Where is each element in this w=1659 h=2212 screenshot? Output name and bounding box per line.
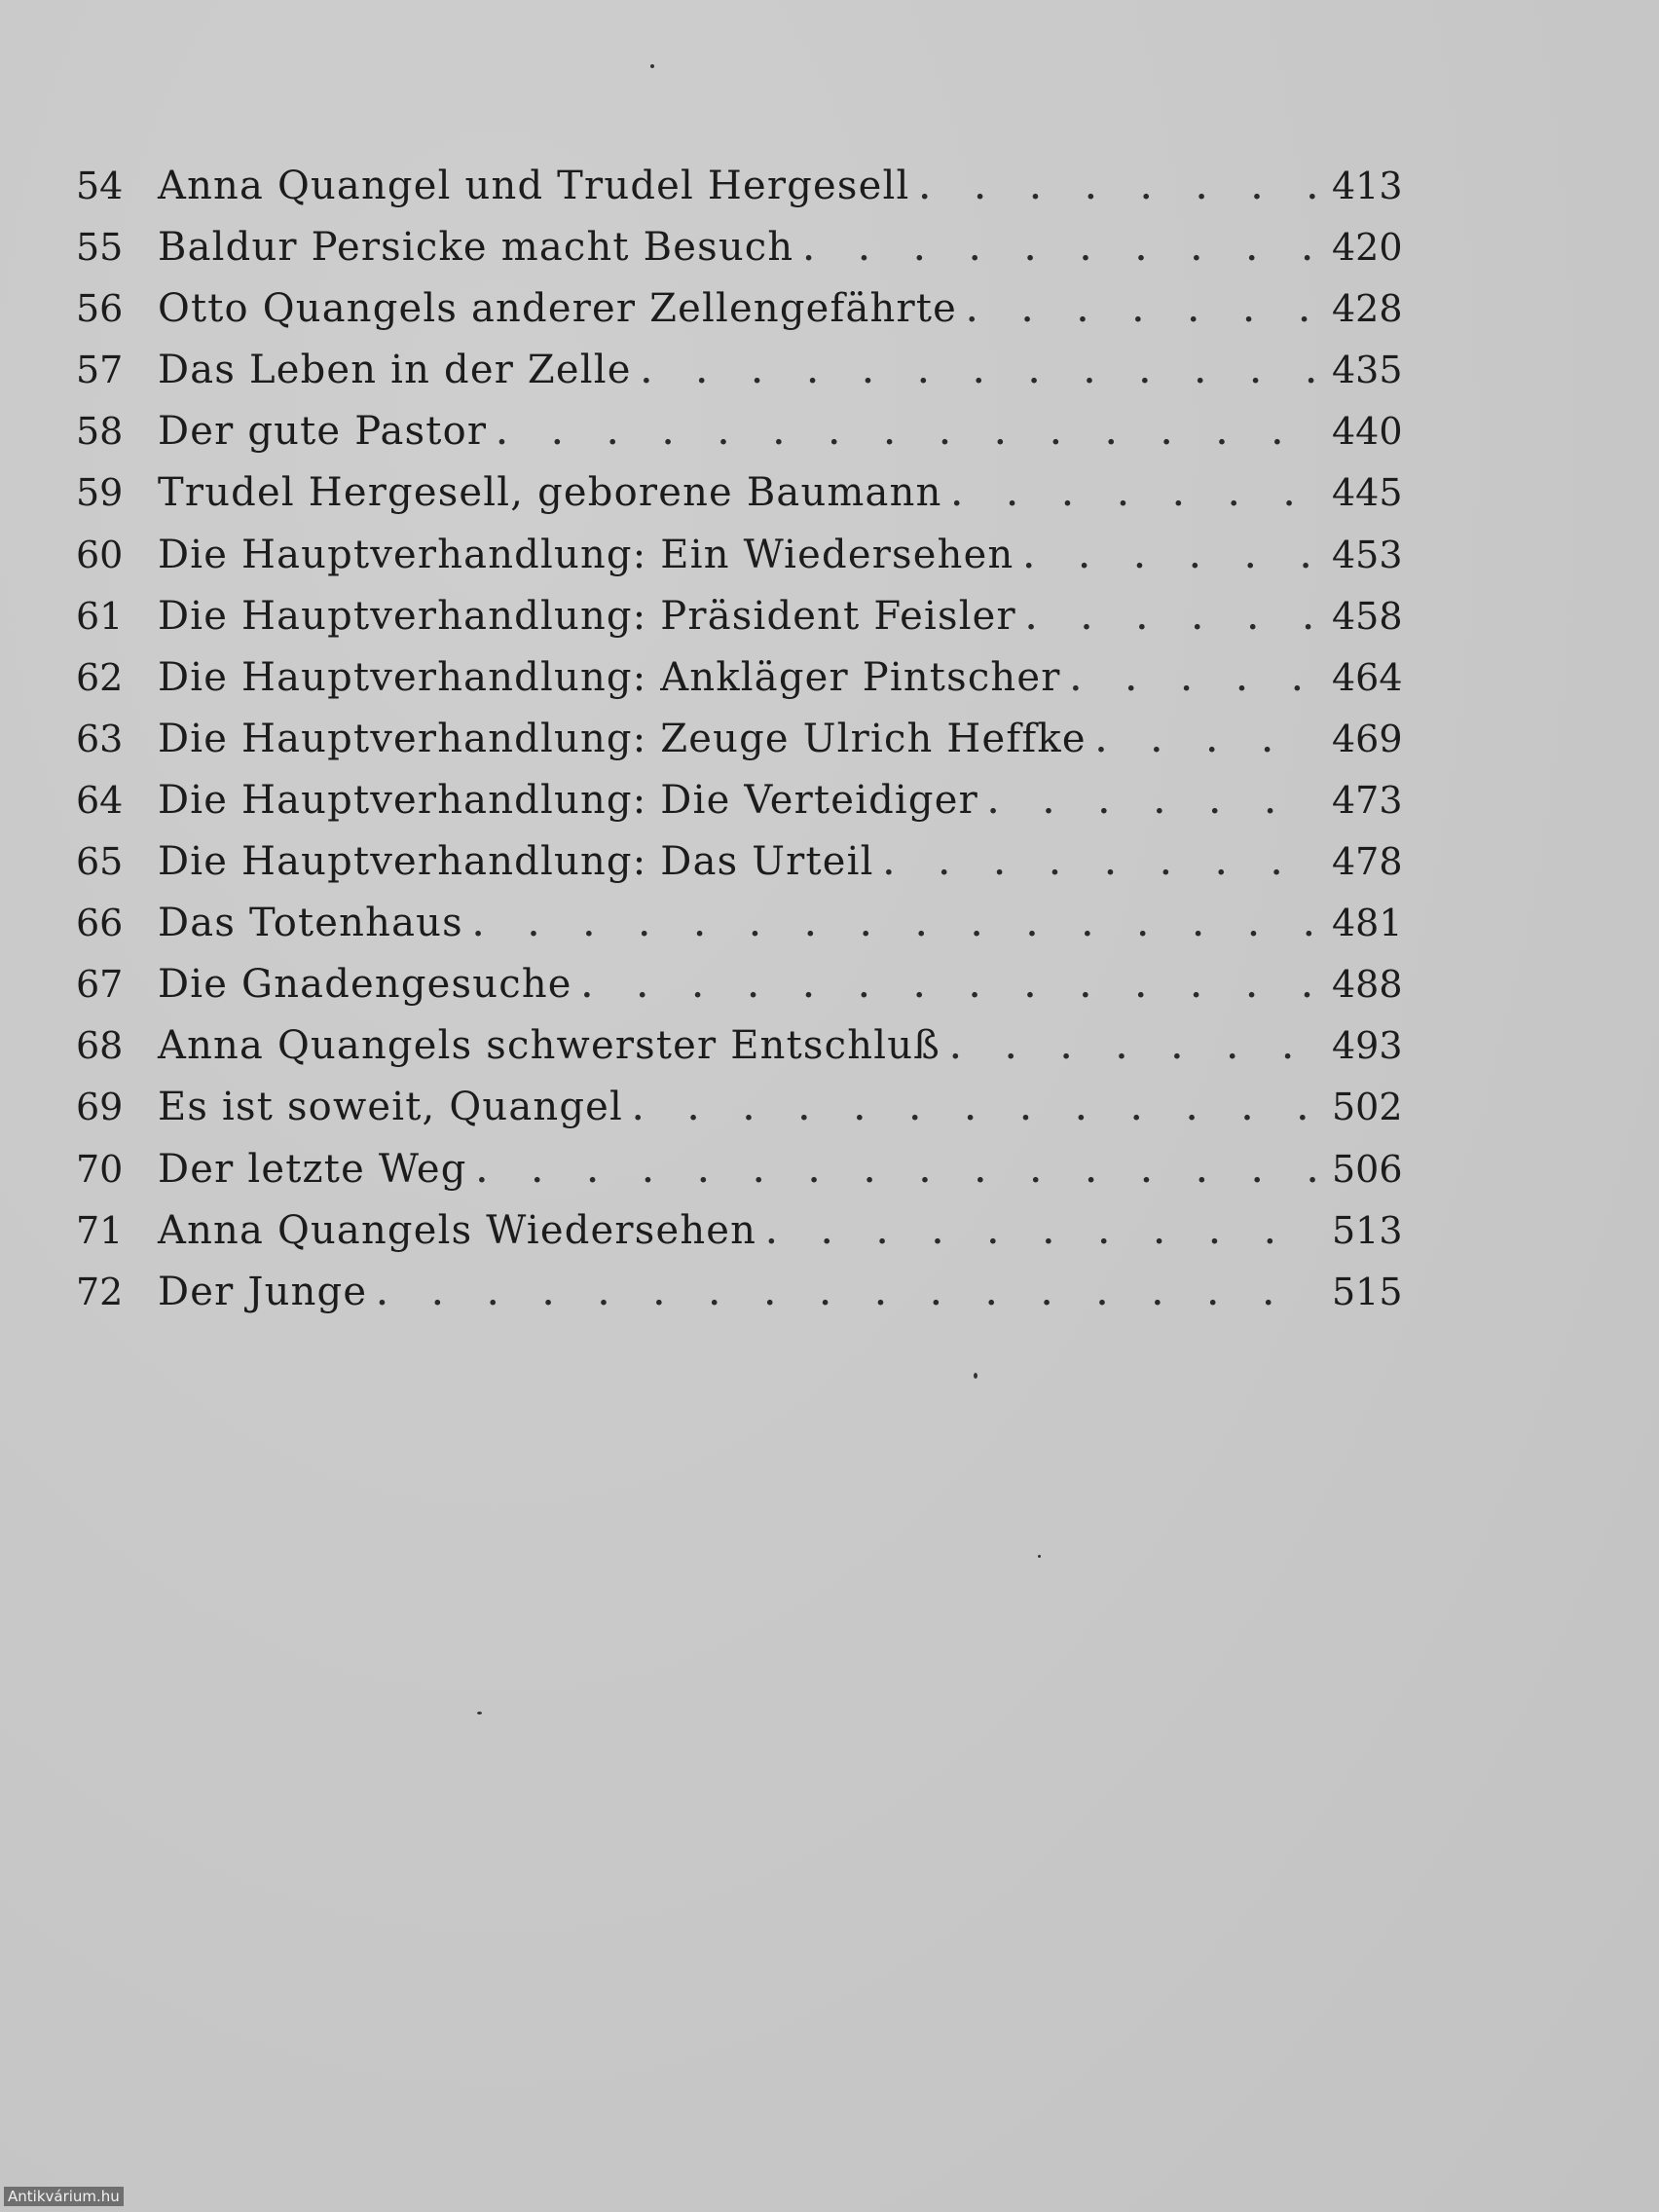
- chapter-title: Die Hauptverhandlung: Ein Wiedersehen: [158, 532, 1014, 577]
- chapter-number: 70: [76, 1147, 124, 1191]
- toc-entry: [76, 777, 1403, 839]
- page-number: 435: [1332, 349, 1403, 392]
- dot-leader: [988, 787, 1318, 821]
- chapter-title: Die Gnadengesuche: [158, 962, 572, 1008]
- page-number: 469: [1332, 717, 1403, 760]
- dot-leader: [1071, 664, 1318, 698]
- chapter-title: Die Hauptverhandlung: Die Verteidiger: [158, 777, 978, 823]
- chapter-title: Anna Quangels Wiedersehen: [158, 1207, 757, 1253]
- chapter-number: 55: [76, 226, 124, 270]
- paper-speck: [650, 64, 654, 68]
- chapter-number: 62: [76, 655, 124, 699]
- chapter-title: Die Hauptverhandlung: Ankläger Pintscher: [158, 654, 1061, 700]
- dot-leader: [950, 1032, 1318, 1066]
- paper-speck: [1038, 1555, 1041, 1558]
- paper-speck: [477, 1712, 482, 1714]
- page-number: 445: [1332, 471, 1403, 515]
- toc-entry: [76, 654, 1403, 717]
- toc-entry: [76, 348, 1403, 409]
- toc-entry: [76, 1023, 1403, 1085]
- chapter-title: Die Hauptverhandlung: Zeuge Ulrich Heffke: [158, 716, 1087, 761]
- toc-entry: [76, 286, 1403, 348]
- chapter-title: Trudel Hergesell, geborene Baumann: [158, 470, 942, 516]
- page-number: 481: [1332, 902, 1403, 945]
- chapter-number: 63: [76, 717, 124, 760]
- chapter-number: 72: [76, 1270, 124, 1313]
- chapter-number: 65: [76, 840, 124, 884]
- chapter-number: 60: [76, 533, 124, 576]
- dot-leader: [884, 848, 1318, 882]
- chapter-number: 61: [76, 594, 124, 638]
- chapter-number: 64: [76, 778, 124, 822]
- toc-entry: [76, 225, 1403, 286]
- chapter-number: 67: [76, 963, 124, 1007]
- page-number: 493: [1332, 1024, 1403, 1068]
- chapter-title: Der gute Pastor: [158, 409, 488, 455]
- dot-leader: [952, 479, 1318, 513]
- chapter-number: 59: [76, 471, 124, 515]
- page-number: 473: [1332, 778, 1403, 822]
- chapter-number: 68: [76, 1024, 124, 1068]
- toc-entry: [76, 901, 1403, 962]
- toc-entry: [76, 839, 1403, 901]
- toc-entry: [76, 593, 1403, 655]
- toc-entry: [76, 962, 1403, 1023]
- page-number: 488: [1332, 963, 1403, 1007]
- page-number: 478: [1332, 840, 1403, 884]
- toc-entry: [76, 1269, 1403, 1331]
- dot-leader: [642, 356, 1318, 390]
- toc-entry: [76, 1146, 1403, 1208]
- dot-leader: [633, 1093, 1318, 1127]
- page-number: 506: [1332, 1147, 1403, 1191]
- toc-entry: [76, 716, 1403, 778]
- page-number: 413: [1332, 165, 1403, 207]
- page-number: 502: [1332, 1086, 1403, 1129]
- page-number: 515: [1332, 1270, 1403, 1313]
- watermark: Antikvárium.hu: [4, 2187, 124, 2206]
- chapter-title: Das Totenhaus: [158, 901, 463, 946]
- dot-leader: [1096, 725, 1318, 759]
- chapter-title: Anna Quangels schwerster Entschluß: [158, 1023, 941, 1069]
- chapter-title: Der letzte Weg: [158, 1146, 467, 1192]
- chapter-title: Die Hauptverhandlung: Das Urteil: [158, 839, 874, 885]
- chapter-number: 56: [76, 287, 124, 331]
- dot-leader: [497, 418, 1318, 452]
- page-number: 453: [1332, 533, 1403, 576]
- page-number: 464: [1332, 655, 1403, 699]
- dot-leader: [477, 1156, 1318, 1190]
- chapter-number: 69: [76, 1086, 124, 1129]
- dot-leader: [1023, 541, 1318, 575]
- dot-leader: [582, 971, 1318, 1005]
- chapter-number: 54: [76, 165, 124, 207]
- chapter-title: Baldur Persicke macht Besuch: [158, 225, 794, 271]
- page-number: 458: [1332, 594, 1403, 638]
- toc-entry: [76, 409, 1403, 470]
- dot-leader: [473, 909, 1318, 943]
- chapter-title: Die Hauptverhandlung: Präsident Feisler: [158, 593, 1016, 639]
- chapter-title: Es ist soweit, Quangel: [158, 1085, 624, 1130]
- dot-leader: [377, 1278, 1318, 1312]
- dot-leader: [919, 172, 1318, 206]
- chapter-title: Otto Quangels anderer Zellengefährte: [158, 286, 957, 332]
- toc-entry: [76, 164, 1403, 225]
- dot-leader: [803, 234, 1318, 268]
- paper-speck: [974, 1373, 977, 1379]
- chapter-title: Der Junge: [158, 1269, 368, 1314]
- chapter-number: 66: [76, 902, 124, 945]
- dot-leader: [1026, 603, 1318, 637]
- chapter-title: Das Leben in der Zelle: [158, 348, 632, 393]
- chapter-number: 58: [76, 410, 124, 454]
- toc-entry: [76, 470, 1403, 532]
- dot-leader: [967, 295, 1318, 329]
- page-number: 420: [1332, 226, 1403, 270]
- chapter-number: 71: [76, 1208, 124, 1252]
- chapter-title: Anna Quangel und Trudel Hergesell: [158, 164, 910, 208]
- dot-leader: [766, 1217, 1318, 1251]
- toc-entry: [76, 1085, 1403, 1146]
- toc-entry: [76, 1207, 1403, 1270]
- page-number: 428: [1332, 287, 1403, 331]
- page-number: 513: [1332, 1208, 1403, 1252]
- page-number: 440: [1332, 410, 1403, 454]
- toc-entry: [76, 532, 1403, 594]
- table-of-contents: [76, 164, 1403, 1331]
- chapter-number: 57: [76, 349, 124, 392]
